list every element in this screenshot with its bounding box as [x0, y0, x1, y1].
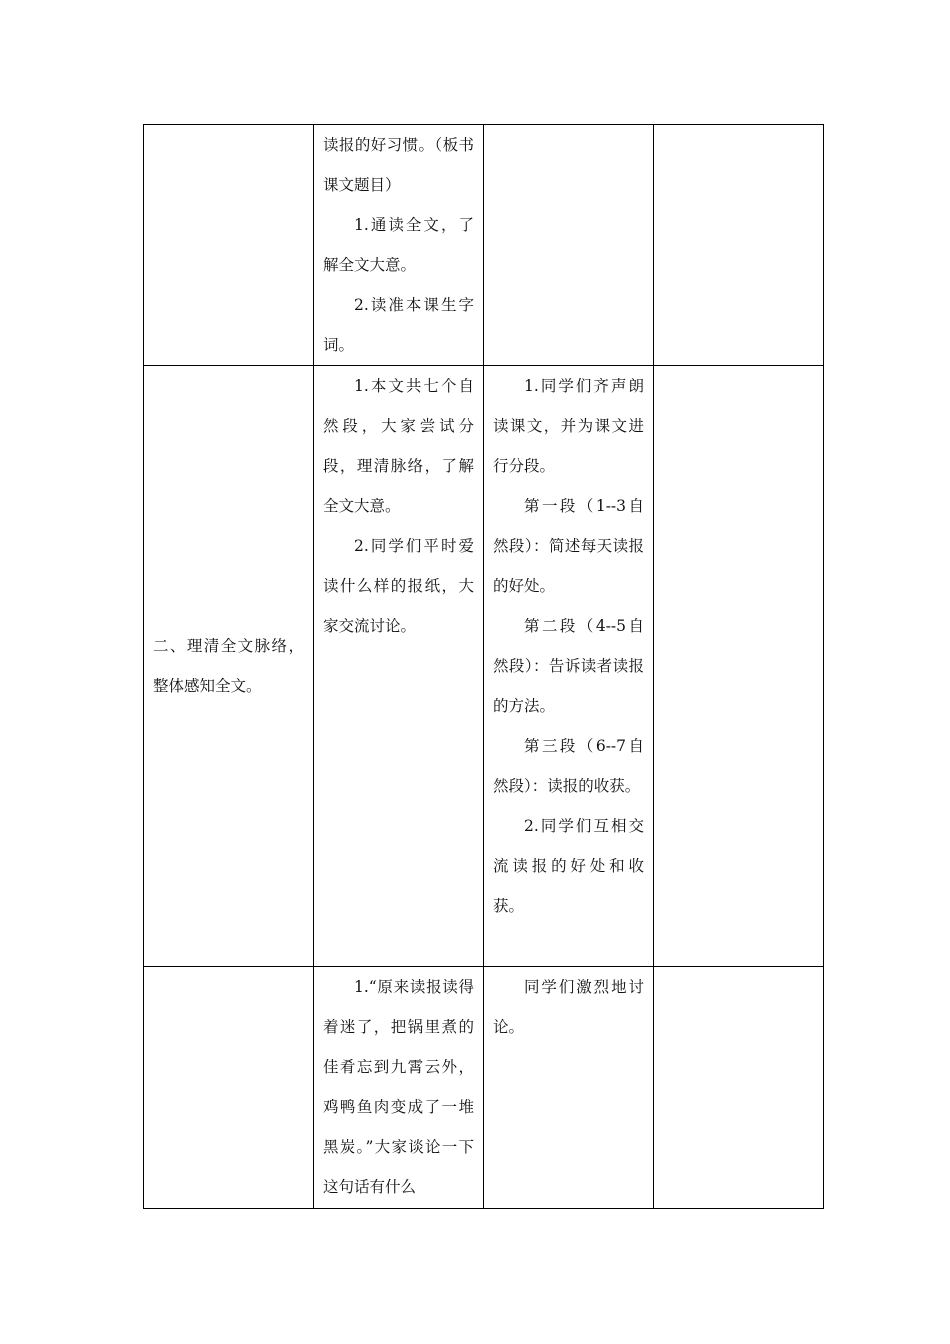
teacher-paragraph: 2.同学们平时爱读什么样的报纸，大家交流讨论。	[323, 537, 474, 635]
table-row	[144, 967, 824, 1209]
teacher-paragraph: 2.读准本课生字词。	[323, 296, 474, 354]
stage-cell	[144, 967, 314, 1209]
student-activity-cell	[484, 125, 654, 366]
table-row	[144, 366, 824, 967]
notes-cell	[654, 366, 824, 967]
lesson-plan-table	[143, 124, 824, 1209]
teacher-activity-cell	[314, 125, 484, 366]
student-paragraph: 2.同学们互相交流读报的好处和收获。	[493, 817, 644, 915]
student-paragraph: 第二段（4--5自然段）：告诉读者读报的方法。	[493, 617, 644, 715]
student-paragraph: 同学们激烈地讨论。	[493, 978, 644, 1036]
notes-cell	[654, 125, 824, 366]
student-activity-cell	[484, 967, 654, 1209]
student-paragraph: 第三段（6--7自然段）：读报的收获。	[493, 737, 644, 795]
stage-text: 二、理清全文脉络，整体感知全文。	[153, 637, 304, 695]
student-paragraph: 1.同学们齐声朗读课文，并为课文进行分段。	[493, 377, 644, 475]
student-paragraph: 第一段（1--3自然段）：简述每天读报的好处。	[493, 497, 644, 595]
teacher-paragraph: 1.通读全文，了解全文大意。	[323, 216, 474, 274]
teacher-activity-cell	[314, 967, 484, 1209]
stage-cell	[144, 125, 314, 366]
notes-cell	[654, 967, 824, 1209]
student-activity-cell	[484, 366, 654, 967]
teacher-activity-cell	[314, 366, 484, 967]
teacher-paragraph: 1.“原来读报读得着迷了，把锅里煮的佳肴忘到九霄云外，鸡鸭鱼肉变成了一堆黑炭。”大家谈论一下这句话有什么	[323, 978, 474, 1196]
teacher-paragraph: 读报的好习惯。（板书课文题目）	[323, 136, 474, 194]
stage-cell	[144, 366, 314, 967]
teacher-paragraph: 1.本文共七个自然段，大家尝试分段，理清脉络，了解全文大意。	[323, 377, 474, 515]
table-row	[144, 125, 824, 366]
